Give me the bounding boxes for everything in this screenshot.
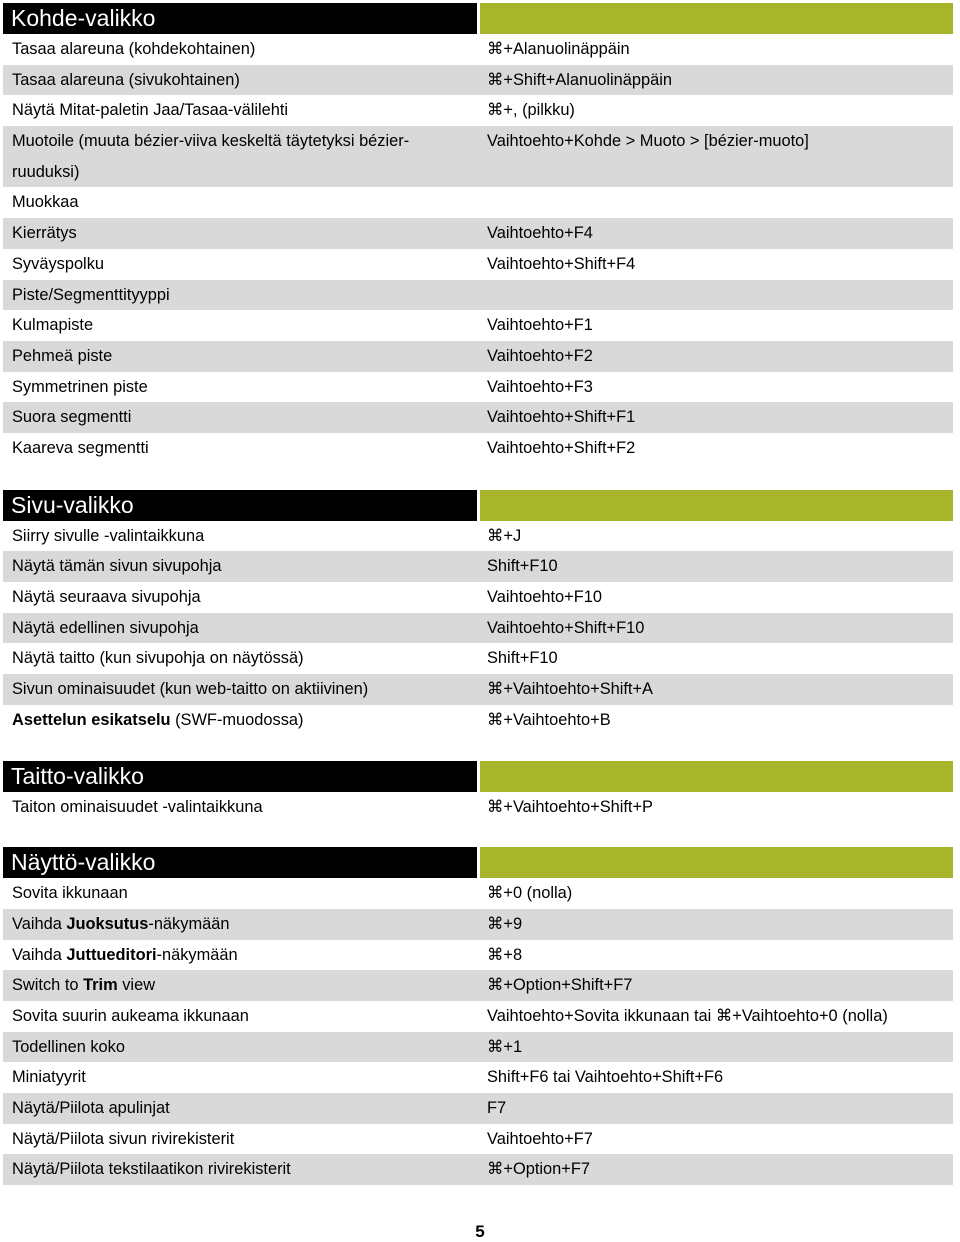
shortcut-keys: Vaihtoehto+F4 [487,224,593,243]
command-label-rest: view [117,976,156,995]
command-label: Näytä edellinen sivupohja [12,618,199,637]
shortcut-table [3,878,953,1185]
command-label-pre: Switch to [12,976,84,995]
shortcut-keys: Vaihtoehto+Kohde > Muoto > [bézier-muoto] [487,132,809,151]
shortcut-keys: ⌘+Vaihtoehto+Shift+A [487,680,653,699]
command-label: Suora segmentti [12,408,132,427]
section-accent-bar [480,761,953,792]
section-title: Kohde-valikko [3,3,477,34]
command-label: Pehmeä piste [12,346,113,365]
command-label-pre: Vaihda [12,914,67,933]
command-label-bold: Asettelun esikatselu [12,710,171,729]
shortcut-keys: Vaihtoehto+Shift+F1 [487,408,636,427]
shortcut-keys [477,280,953,311]
shortcut-keys: Vaihtoehto+Sovita ikkunaan tai ⌘+Vaihtoehto+0 (nolla) [487,1006,888,1025]
shortcut-page [3,3,953,1185]
shortcut-keys: ⌘+0 (nolla) [487,884,573,903]
command-label: Näytä/Piilota apulinjat [12,1098,170,1117]
shortcut-keys [477,187,953,218]
shortcut-keys: Vaihtoehto+F2 [487,346,593,365]
command-label-bold: Juttueditori [66,945,157,964]
command-label: Miniatyyrit [12,1068,86,1087]
command-label-bold: Trim [83,976,118,995]
section-sivu-valikko [3,490,953,736]
shortcut-keys: ⌘+9 [487,914,523,933]
section-title: Sivu-valikko [3,490,477,521]
command-label: Todellinen koko [12,1037,125,1056]
shortcut-keys: ⌘+Shift+Alanuolinäppäin [487,70,672,89]
shortcut-table [3,521,953,736]
shortcut-keys: Vaihtoehto+F3 [487,377,593,396]
command-label: Tasaa alareuna (sivukohtainen) [12,70,240,89]
command-label: Näytä/Piilota sivun rivirekisterit [12,1129,235,1148]
shortcut-keys: Vaihtoehto+Shift+F2 [487,438,636,457]
section-accent-bar [480,490,953,521]
section-title: Näyttö-valikko [3,847,477,878]
shortcut-keys: Vaihtoehto+Shift+F4 [487,254,636,273]
command-label-bold: Juoksutus [66,914,149,933]
command-label: Näytä taitto (kun sivupohja on näytössä) [12,649,304,668]
table-row [3,705,953,736]
shortcut-keys: F7 [487,1098,507,1117]
command-label: Syväyspolku [12,254,105,273]
shortcut-keys: ⌘+8 [487,945,523,964]
shortcut-table [3,792,953,823]
shortcut-keys: ⌘+Option+Shift+F7 [487,976,633,995]
section-kohde-valikko [3,3,953,464]
shortcut-table [3,34,953,464]
shortcut-keys: Vaihtoehto+F7 [487,1129,593,1148]
shortcut-keys: ⌘+J [487,526,522,545]
shortcut-keys: ⌘+Alanuolinäppäin [487,40,630,58]
table-row [3,433,953,464]
table-row [3,792,953,823]
section-naytto-valikko [3,847,953,1185]
command-label-rest: -näkymään [156,945,238,964]
command-label: Näytä seuraava sivupohja [12,588,201,607]
shortcut-keys: Vaihtoehto+Shift+F10 [487,618,645,637]
command-label: Kaareva segmentti [12,438,149,457]
command-label: Näytä tämän sivun sivupohja [12,557,222,576]
shortcut-keys: Shift+F6 tai Vaihtoehto+Shift+F6 [487,1068,724,1087]
command-label [3,700,477,736]
command-label: Sivun ominaisuudet (kun web-taitto on aktiivinen) [12,680,369,699]
shortcut-keys: Vaihtoehto+F10 [487,588,602,607]
page-number: 5 [475,1222,485,1241]
shortcut-keys: ⌘+Vaihtoehto+B [487,710,611,729]
shortcut-keys: ⌘+Vaihtoehto+Shift+P [487,798,653,817]
shortcut-keys: ⌘+, (pilkku) [487,101,575,120]
command-label: Näytä/Piilota tekstilaatikon rivirekisterit [12,1160,291,1179]
command-label-rest: (SWF-muodossa) [170,710,304,729]
table-row [3,1154,953,1185]
shortcut-keys: Shift+F10 [487,649,558,668]
command-label: Sovita suurin aukeama ikkunaan [12,1006,249,1025]
command-label: Piste/Segmenttityyppi [12,285,170,304]
shortcut-keys: Vaihtoehto+F1 [487,316,593,335]
command-label: Tasaa alareuna (kohdekohtainen) [12,40,256,58]
section-taitto-valikko [3,761,953,823]
command-label: Muotoile (muuta bézier-viiva keskeltä täytetyksi bézier-ruuduksi) [12,132,410,181]
section-title: Taitto-valikko [3,761,477,792]
section-accent-bar [480,3,953,34]
shortcut-keys: Shift+F10 [487,557,558,576]
command-label: Kierrätys [12,224,77,243]
shortcut-keys: ⌘+1 [487,1037,523,1056]
command-label: Muokkaa [12,193,79,212]
command-label: Kulmapiste [12,316,94,335]
shortcut-keys: ⌘+Option+F7 [487,1160,590,1179]
command-label-pre: Vaihda [12,945,67,964]
command-label: Symmetrinen piste [12,377,148,396]
command-label: Näytä Mitat-paletin Jaa/Tasaa-välilehti [12,101,289,120]
command-label: Sovita ikkunaan [12,884,128,903]
command-label: Siirry sivulle -valintaikkuna [12,526,205,545]
table-row [3,126,953,187]
command-label: Taiton ominaisuudet -valintaikkuna [12,798,263,817]
section-accent-bar [480,847,953,878]
command-label-rest: -näkymään [148,914,230,933]
